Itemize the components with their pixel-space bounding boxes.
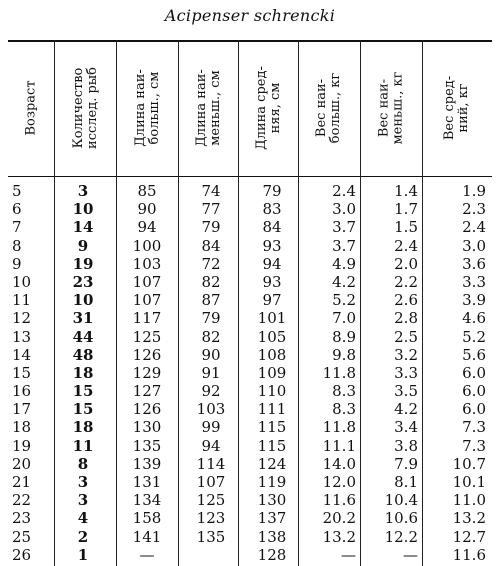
- table-cell: 82: [201, 272, 221, 291]
- table-cell: 134: [132, 491, 162, 510]
- table-cell: 2.3: [462, 200, 486, 219]
- table-cell: [186, 546, 236, 564]
- table-cell: 12: [12, 309, 32, 328]
- table-cell: 4: [77, 509, 89, 528]
- table-cell: 13.2: [322, 527, 356, 546]
- table-cell: 129: [132, 363, 162, 382]
- table-cell: 9: [12, 254, 22, 273]
- table-cell: 2.5: [394, 327, 418, 346]
- table-title: Acipenser schrencki: [164, 6, 336, 25]
- table-cell: 8: [77, 454, 89, 473]
- table-row: [8, 200, 492, 218]
- table-cell: 11.8: [322, 363, 356, 382]
- table-cell: 1.5: [394, 218, 418, 237]
- table-cell: 3.9: [462, 291, 486, 310]
- table-cell: 23: [72, 272, 94, 291]
- table-cell: 141: [132, 527, 162, 546]
- table-cell: 94: [201, 436, 221, 455]
- table-row: [8, 455, 492, 473]
- table-cell: 8.3: [332, 400, 356, 419]
- table-cell: 20: [12, 454, 32, 473]
- table-row: [8, 346, 492, 364]
- header-weight-avg: Вес сред- ний, кг: [442, 75, 472, 141]
- table-cell: 18: [12, 418, 32, 437]
- table-cell: 117: [132, 309, 162, 328]
- table-cell: 31: [72, 309, 94, 328]
- header-length-avg: Длина сред- няя, см: [253, 66, 283, 150]
- table-cell: 10.4: [384, 491, 418, 510]
- table-cell: 127: [132, 382, 162, 401]
- table-cell: 3: [77, 491, 89, 510]
- table-cell: 21: [12, 473, 32, 491]
- table-cell: 10: [72, 291, 94, 310]
- table-cell: 2: [77, 527, 89, 546]
- table-cell: 14.0: [322, 454, 356, 473]
- table-cell: 10: [72, 200, 94, 219]
- table-cell: 138: [257, 527, 287, 546]
- table-row: [8, 291, 492, 309]
- table-cell: 77: [201, 200, 221, 219]
- table-cell: 3.2: [394, 345, 418, 364]
- table-cell: 15: [12, 363, 32, 382]
- table-cell: 8.1: [394, 473, 418, 491]
- table-cell: 2.4: [332, 182, 356, 200]
- table-cell: 5.2: [462, 327, 486, 346]
- table-cell: 87: [201, 291, 221, 310]
- table-cell: 2.8: [394, 309, 418, 328]
- table-cell: —: [403, 545, 418, 564]
- table-cell: 2.4: [462, 218, 486, 237]
- header-count: Количество исслед. рыб: [70, 67, 100, 149]
- table-cell: 4.9: [332, 254, 356, 273]
- table-body: [8, 182, 492, 564]
- table-cell: 91: [201, 363, 221, 382]
- table-cell: 131: [132, 473, 162, 491]
- table-cell: 83: [262, 200, 282, 219]
- table-cell: 7.3: [462, 436, 486, 455]
- header-length-min: Длина наи- меньш., см: [193, 69, 223, 147]
- table-cell: 79: [201, 218, 221, 237]
- table-cell: 7.0: [332, 309, 356, 328]
- table-cell: 107: [132, 272, 162, 291]
- table-row: [8, 400, 492, 418]
- table-cell: 5: [12, 182, 22, 200]
- table-cell: 79: [262, 182, 282, 200]
- table-row: [8, 309, 492, 327]
- table-cell: 93: [262, 272, 282, 291]
- header-weight-min: Вес наи- меньш., кг: [376, 71, 406, 145]
- table-cell: 100: [132, 236, 162, 255]
- table-cell: 11.6: [452, 545, 486, 564]
- table-cell: 25: [12, 527, 32, 546]
- table-cell: 19: [12, 436, 32, 455]
- table-cell: 158: [132, 509, 162, 528]
- table-cell: 3.0: [332, 200, 356, 219]
- table-cell: 108: [257, 345, 287, 364]
- table-cell: 2.0: [394, 254, 418, 273]
- table-row: [8, 382, 492, 400]
- table-cell: 14: [72, 218, 94, 237]
- table-cell: 3.6: [462, 254, 486, 273]
- table-row: [8, 546, 492, 564]
- table-cell: 128: [257, 545, 287, 564]
- table-cell: 14: [12, 345, 32, 364]
- table-cell: 103: [132, 254, 162, 273]
- table-cell: 9.8: [332, 345, 356, 364]
- table-row: [8, 473, 492, 491]
- table-cell: 139: [132, 454, 162, 473]
- table-cell: 1.9: [462, 182, 486, 200]
- table-cell: 3.4: [394, 418, 418, 437]
- table-cell: 105: [257, 327, 287, 346]
- header-rule: [8, 176, 492, 177]
- table-cell: 11.8: [322, 418, 356, 437]
- table-cell: 107: [196, 473, 226, 491]
- table-cell: 1.7: [394, 200, 418, 219]
- table-cell: 84: [262, 218, 282, 237]
- table-cell: 15: [72, 400, 94, 419]
- table-cell: 3.3: [462, 272, 486, 291]
- table-cell: 22: [12, 491, 32, 510]
- table-cell: 15: [72, 382, 94, 401]
- table-cell: 11: [72, 436, 94, 455]
- table-cell: 124: [257, 454, 287, 473]
- table-cell: 6.0: [462, 382, 486, 401]
- table-cell: 90: [201, 345, 221, 364]
- table-cell: —: [341, 545, 356, 564]
- table-cell: 126: [132, 345, 162, 364]
- table-row: [8, 182, 492, 200]
- table-cell: 109: [257, 363, 287, 382]
- table-cell: 79: [201, 309, 221, 328]
- table-row: [8, 509, 492, 527]
- table-cell: 135: [132, 436, 162, 455]
- table-cell: 5.2: [332, 291, 356, 310]
- table-cell: 5.6: [462, 345, 486, 364]
- table-cell: 7.9: [394, 454, 418, 473]
- table-cell: 1.4: [394, 182, 418, 200]
- table-cell: 119: [257, 473, 287, 491]
- table-cell: 17: [12, 400, 32, 419]
- table-row: [8, 528, 492, 546]
- table-cell: 85: [137, 182, 157, 200]
- table-cell: 8.9: [332, 327, 356, 346]
- table-cell: 4.6: [462, 309, 486, 328]
- table-row: [8, 273, 492, 291]
- table-cell: 84: [201, 236, 221, 255]
- table-cell: 18: [72, 363, 94, 382]
- table-cell: 99: [201, 418, 221, 437]
- table-cell: 123: [196, 509, 226, 528]
- table-cell: 10.7: [452, 454, 486, 473]
- table-cell: 12.2: [384, 527, 418, 546]
- table-row: [8, 255, 492, 273]
- table-cell: 7: [12, 218, 22, 237]
- table-cell: 3.8: [394, 436, 418, 455]
- table-cell: 11.6: [322, 491, 356, 510]
- table-cell: 2.4: [394, 236, 418, 255]
- table-cell: 10: [12, 272, 32, 291]
- table-cell: 126: [132, 400, 162, 419]
- table-row: [8, 491, 492, 509]
- table-cell: 110: [257, 382, 287, 401]
- table-row: [8, 364, 492, 382]
- table-cell: 16: [12, 382, 32, 401]
- table-cell: 4.2: [394, 400, 418, 419]
- table-cell: 3.3: [394, 363, 418, 382]
- table-row: [8, 437, 492, 455]
- table-row: [8, 328, 492, 346]
- table-cell: 19: [72, 254, 94, 273]
- table-cell: 107: [132, 291, 162, 310]
- table-cell: 2.2: [394, 272, 418, 291]
- table-cell: 90: [137, 200, 157, 219]
- table-cell: 26: [12, 545, 32, 564]
- table-cell: 94: [137, 218, 157, 237]
- table-cell: 23: [12, 509, 32, 528]
- table-cell: 93: [262, 236, 282, 255]
- table-cell: 2.6: [394, 291, 418, 310]
- table-cell: 103: [196, 400, 226, 419]
- table-cell: 6.0: [462, 363, 486, 382]
- table-cell: 10.6: [384, 509, 418, 528]
- table-cell: 3: [77, 473, 89, 491]
- table-cell: 125: [196, 491, 226, 510]
- table-cell: 72: [201, 254, 221, 273]
- table-cell: 9: [77, 236, 89, 255]
- table-cell: 74: [201, 182, 221, 200]
- header-length-max: Длина наи- больш., см: [132, 69, 162, 147]
- table-cell: 135: [196, 527, 226, 546]
- table-cell: 137: [257, 509, 287, 528]
- table-cell: 20.2: [322, 509, 356, 528]
- table-cell: 8.3: [332, 382, 356, 401]
- table-row: [8, 418, 492, 436]
- table-cell: 3.7: [332, 236, 356, 255]
- table-cell: 10.1: [452, 473, 486, 491]
- table-cell: 115: [257, 418, 287, 437]
- table-cell: 12.0: [322, 473, 356, 491]
- table-cell: —: [139, 545, 155, 564]
- table-cell: 18: [72, 418, 94, 437]
- table-cell: 130: [257, 491, 287, 510]
- table-cell: 101: [257, 309, 287, 328]
- table-cell: 82: [201, 327, 221, 346]
- table-cell: 97: [262, 291, 282, 310]
- table-cell: 111: [257, 400, 287, 419]
- table-cell: 114: [196, 454, 226, 473]
- table-cell: 48: [72, 345, 94, 364]
- table-row: [8, 237, 492, 255]
- table-row: [8, 218, 492, 236]
- table-cell: 4.2: [332, 272, 356, 291]
- table-cell: 130: [132, 418, 162, 437]
- table-cell: 3: [77, 182, 89, 200]
- table-cell: 6.0: [462, 400, 486, 419]
- table-cell: 94: [262, 254, 282, 273]
- table-cell: 13: [12, 327, 32, 346]
- table-cell: 11.1: [322, 436, 356, 455]
- table-cell: 8: [12, 236, 22, 255]
- table-cell: 12.7: [452, 527, 486, 546]
- table-cell: 125: [132, 327, 162, 346]
- table-cell: 11: [12, 291, 32, 310]
- header-age: Возраст: [23, 80, 39, 136]
- table-cell: 44: [72, 327, 94, 346]
- table-cell: 13.2: [452, 509, 486, 528]
- header-weight-max: Вес наи- больш., кг: [314, 72, 344, 144]
- table-cell: 3.7: [332, 218, 356, 237]
- table-cell: 115: [257, 436, 287, 455]
- table-cell: 92: [201, 382, 221, 401]
- table-cell: 3.0: [462, 236, 486, 255]
- table-cell: 6: [12, 200, 22, 219]
- table-cell: 11.0: [452, 491, 486, 510]
- table-cell: 1: [77, 545, 89, 564]
- table-cell: 7.3: [462, 418, 486, 437]
- table-cell: 3.5: [394, 382, 418, 401]
